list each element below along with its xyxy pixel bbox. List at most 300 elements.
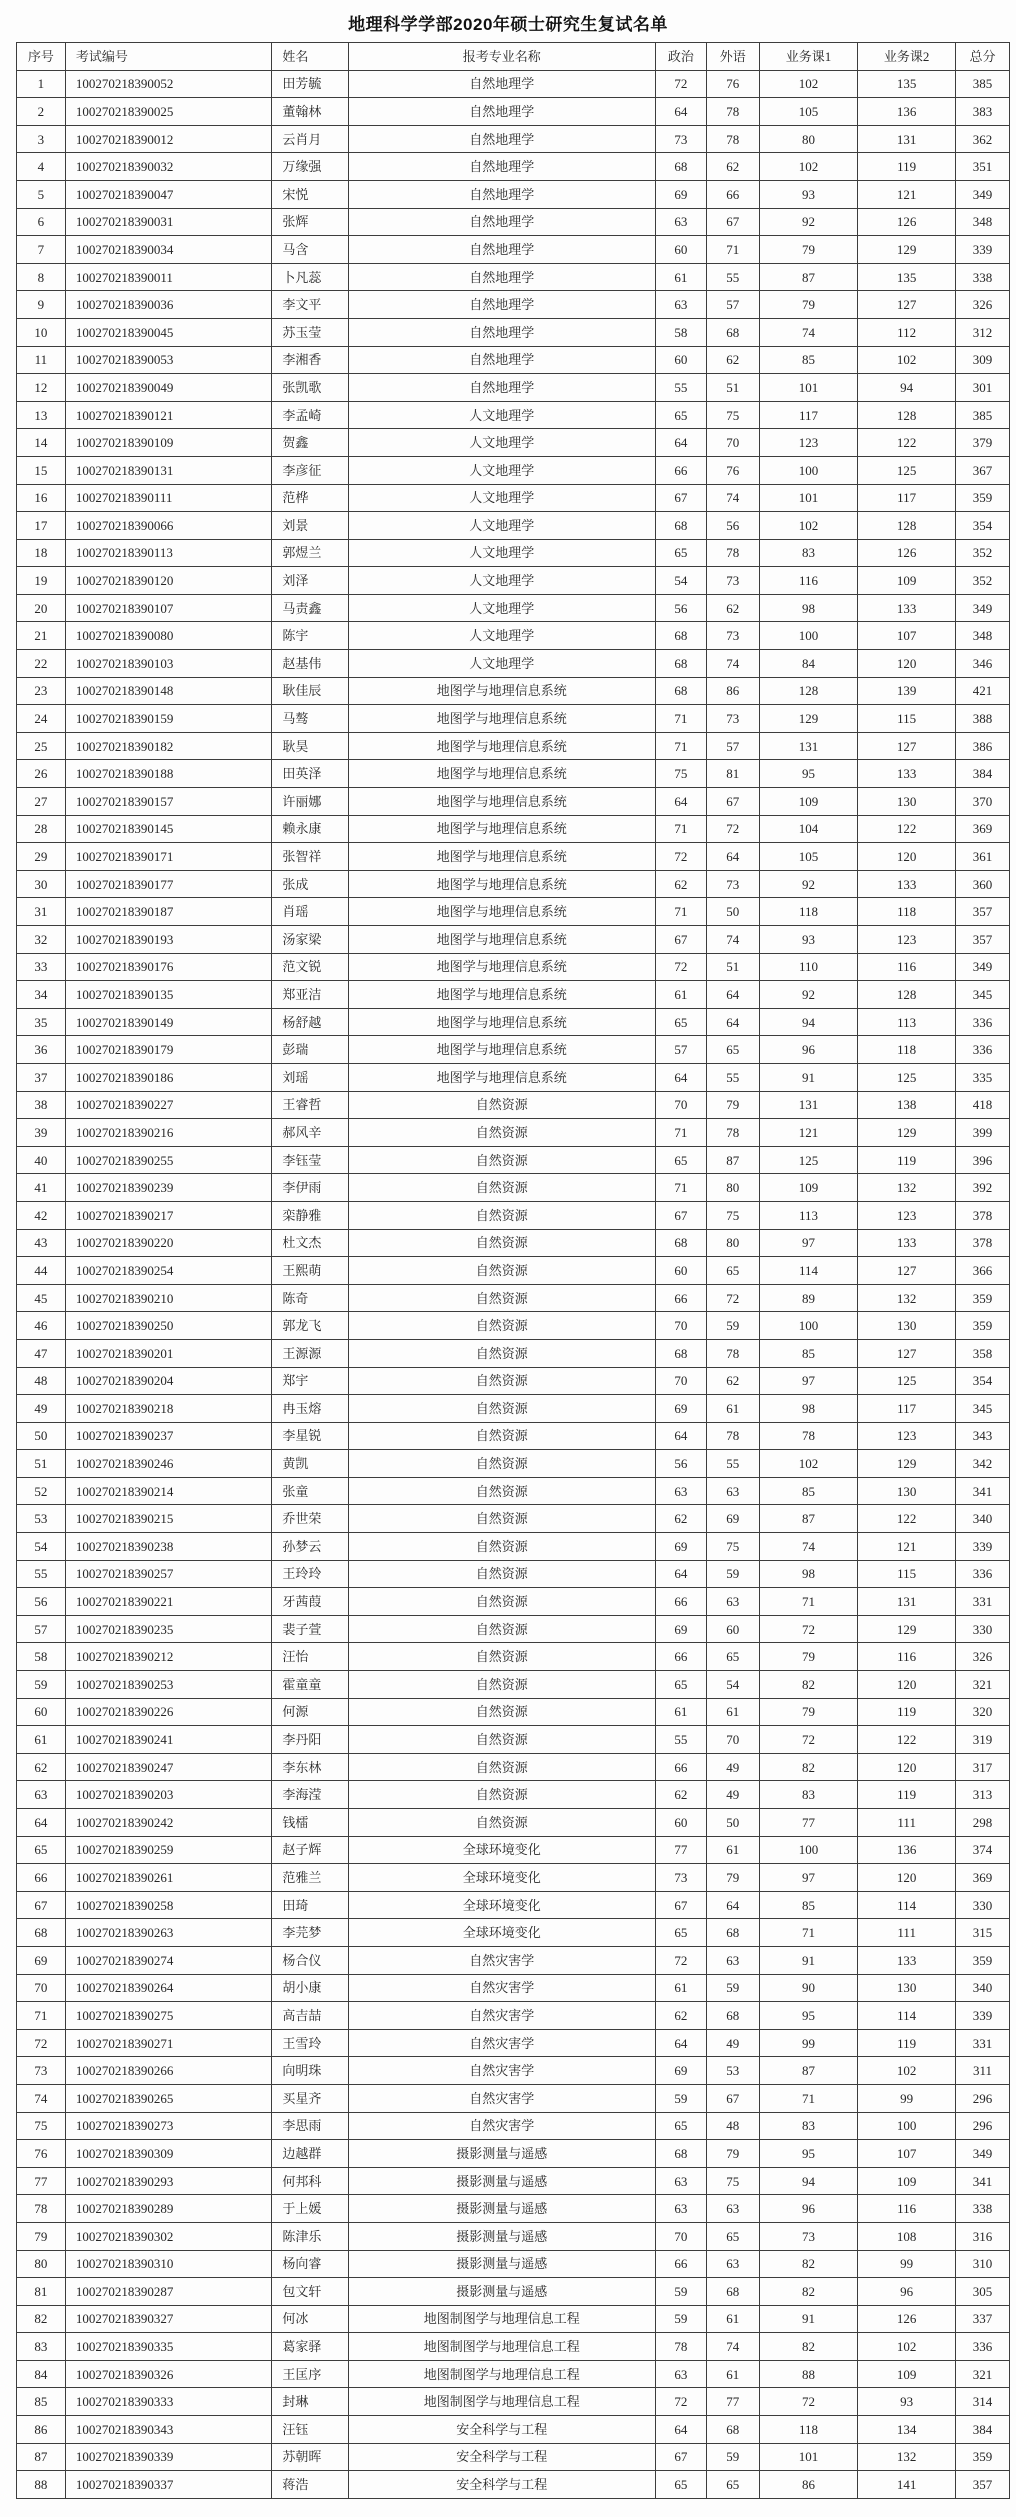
cell-course1-score: 85	[759, 346, 858, 374]
cell-politics-score: 61	[655, 1974, 706, 2002]
cell-seq: 12	[17, 374, 66, 402]
cell-total-score: 362	[956, 125, 1010, 153]
cell-exam-number: 100270218390215	[65, 1505, 272, 1533]
cell-course1-score: 96	[759, 1036, 858, 1064]
cell-major: 自然资源	[348, 1367, 655, 1395]
cell-politics-score: 68	[655, 622, 706, 650]
cell-name: 买星齐	[272, 2084, 348, 2112]
cell-course1-score: 79	[759, 236, 858, 264]
cell-name: 蒋浩	[272, 2471, 348, 2499]
cell-course2-score: 130	[858, 1477, 956, 1505]
cell-foreign-language-score: 75	[706, 1201, 759, 1229]
cell-name: 黄凯	[272, 1450, 348, 1478]
cell-seq: 30	[17, 870, 66, 898]
cell-politics-score: 68	[655, 677, 706, 705]
cell-course1-score: 82	[759, 2333, 858, 2361]
cell-politics-score: 67	[655, 926, 706, 954]
cell-foreign-language-score: 61	[706, 2305, 759, 2333]
cell-major: 摄影测量与遥感	[348, 2222, 655, 2250]
cell-course1-score: 117	[759, 401, 858, 429]
table-row	[17, 1063, 1010, 1091]
table-row	[17, 1974, 1010, 2002]
cell-exam-number: 100270218390120	[65, 567, 272, 595]
cell-exam-number: 100270218390250	[65, 1312, 272, 1340]
cell-foreign-language-score: 64	[706, 1891, 759, 1919]
cell-total-score: 352	[956, 539, 1010, 567]
table-row	[17, 594, 1010, 622]
cell-total-score: 331	[956, 2029, 1010, 2057]
cell-politics-score: 68	[655, 2140, 706, 2168]
cell-major: 人文地理学	[348, 401, 655, 429]
cell-total-score: 386	[956, 732, 1010, 760]
cell-course2-score: 123	[858, 926, 956, 954]
cell-major: 自然资源	[348, 1560, 655, 1588]
cell-course2-score: 111	[858, 1919, 956, 1947]
table-row	[17, 318, 1010, 346]
cell-seq: 88	[17, 2471, 66, 2499]
cell-name: 杨舒越	[272, 1008, 348, 1036]
cell-major: 自然灾害学	[348, 2029, 655, 2057]
cell-seq: 24	[17, 705, 66, 733]
cell-major: 自然资源	[348, 1698, 655, 1726]
table-row	[17, 1339, 1010, 1367]
cell-name: 李孟崎	[272, 401, 348, 429]
cell-seq: 6	[17, 208, 66, 236]
cell-course2-score: 108	[858, 2222, 956, 2250]
table-row	[17, 2360, 1010, 2388]
cell-total-score: 351	[956, 153, 1010, 181]
cell-name: 汪怡	[272, 1643, 348, 1671]
cell-seq: 72	[17, 2029, 66, 2057]
cell-exam-number: 100270218390264	[65, 1974, 272, 2002]
cell-course1-score: 72	[759, 1615, 858, 1643]
cell-course2-score: 119	[858, 153, 956, 181]
cell-major: 人文地理学	[348, 429, 655, 457]
cell-seq: 56	[17, 1588, 66, 1616]
cell-seq: 10	[17, 318, 66, 346]
cell-major: 人文地理学	[348, 650, 655, 678]
cell-major: 全球环境变化	[348, 1836, 655, 1864]
cell-foreign-language-score: 79	[706, 1091, 759, 1119]
cell-politics-score: 62	[655, 870, 706, 898]
cell-seq: 39	[17, 1119, 66, 1147]
cell-name: 张辉	[272, 208, 348, 236]
cell-course1-score: 91	[759, 1063, 858, 1091]
cell-politics-score: 62	[655, 1505, 706, 1533]
cell-course2-score: 126	[858, 539, 956, 567]
cell-seq: 9	[17, 291, 66, 319]
cell-course2-score: 125	[858, 1367, 956, 1395]
cell-foreign-language-score: 64	[706, 981, 759, 1009]
cell-major: 全球环境变化	[348, 1919, 655, 1947]
table-row	[17, 1533, 1010, 1561]
cell-total-score: 354	[956, 512, 1010, 540]
cell-course1-score: 100	[759, 1312, 858, 1340]
cell-exam-number: 100270218390216	[65, 1119, 272, 1147]
cell-total-score: 354	[956, 1367, 1010, 1395]
cell-exam-number: 100270218390246	[65, 1450, 272, 1478]
cell-politics-score: 56	[655, 1450, 706, 1478]
cell-foreign-language-score: 59	[706, 1560, 759, 1588]
cell-seq: 32	[17, 926, 66, 954]
cell-total-score: 379	[956, 429, 1010, 457]
cell-total-score: 314	[956, 2388, 1010, 2416]
cell-foreign-language-score: 76	[706, 70, 759, 98]
cell-politics-score: 66	[655, 1588, 706, 1616]
cell-seq: 7	[17, 236, 66, 264]
cell-name: 王睿哲	[272, 1091, 348, 1119]
cell-politics-score: 67	[655, 1201, 706, 1229]
cell-course1-score: 131	[759, 732, 858, 760]
cell-seq: 50	[17, 1422, 66, 1450]
table-row	[17, 1146, 1010, 1174]
cell-course1-score: 93	[759, 926, 858, 954]
cell-seq: 8	[17, 263, 66, 291]
cell-course1-score: 95	[759, 760, 858, 788]
cell-name: 贺鑫	[272, 429, 348, 457]
cell-exam-number: 100270218390326	[65, 2360, 272, 2388]
column-header-course2-score: 业务课2	[858, 43, 956, 71]
cell-politics-score: 62	[655, 1781, 706, 1809]
cell-politics-score: 65	[655, 1146, 706, 1174]
cell-foreign-language-score: 86	[706, 677, 759, 705]
cell-major: 自然地理学	[348, 208, 655, 236]
table-row	[17, 732, 1010, 760]
table-row	[17, 1698, 1010, 1726]
cell-politics-score: 65	[655, 2471, 706, 2499]
cell-name: 杨合仪	[272, 1946, 348, 1974]
cell-course2-score: 114	[858, 1891, 956, 1919]
cell-exam-number: 100270218390036	[65, 291, 272, 319]
cell-course2-score: 99	[858, 2084, 956, 2112]
cell-seq: 2	[17, 98, 66, 126]
cell-politics-score: 73	[655, 1864, 706, 1892]
cell-total-score: 298	[956, 1809, 1010, 1837]
cell-seq: 28	[17, 815, 66, 843]
table-row	[17, 1201, 1010, 1229]
cell-course1-score: 99	[759, 2029, 858, 2057]
cell-seq: 59	[17, 1671, 66, 1699]
cell-exam-number: 100270218390052	[65, 70, 272, 98]
table-row	[17, 870, 1010, 898]
cell-politics-score: 61	[655, 981, 706, 1009]
cell-course2-score: 129	[858, 236, 956, 264]
table-row	[17, 429, 1010, 457]
cell-seq: 55	[17, 1560, 66, 1588]
cell-foreign-language-score: 79	[706, 1864, 759, 1892]
table-row	[17, 1367, 1010, 1395]
cell-foreign-language-score: 74	[706, 484, 759, 512]
cell-course1-score: 79	[759, 1643, 858, 1671]
table-row	[17, 2029, 1010, 2057]
cell-course2-score: 119	[858, 2029, 956, 2057]
cell-exam-number: 100270218390257	[65, 1560, 272, 1588]
cell-course1-score: 100	[759, 1836, 858, 1864]
table-row	[17, 2140, 1010, 2168]
cell-seq: 48	[17, 1367, 66, 1395]
cell-name: 苏朝晖	[272, 2443, 348, 2471]
cell-politics-score: 68	[655, 512, 706, 540]
cell-major: 自然资源	[348, 1753, 655, 1781]
cell-major: 地图学与地理信息系统	[348, 1036, 655, 1064]
cell-name: 李伊雨	[272, 1174, 348, 1202]
table-row	[17, 1229, 1010, 1257]
cell-total-score: 349	[956, 180, 1010, 208]
cell-exam-number: 100270218390310	[65, 2250, 272, 2278]
table-row	[17, 374, 1010, 402]
cell-name: 陈奇	[272, 1284, 348, 1312]
cell-major: 自然灾害学	[348, 1974, 655, 2002]
cell-major: 摄影测量与遥感	[348, 2278, 655, 2306]
cell-seq: 46	[17, 1312, 66, 1340]
cell-politics-score: 60	[655, 1809, 706, 1837]
table-row	[17, 2278, 1010, 2306]
cell-major: 全球环境变化	[348, 1891, 655, 1919]
cell-politics-score: 66	[655, 1284, 706, 1312]
cell-foreign-language-score: 78	[706, 1422, 759, 1450]
cell-seq: 71	[17, 2002, 66, 2030]
cell-major: 自然灾害学	[348, 2057, 655, 2085]
cell-foreign-language-score: 78	[706, 539, 759, 567]
cell-politics-score: 65	[655, 1671, 706, 1699]
cell-seq: 13	[17, 401, 66, 429]
cell-foreign-language-score: 51	[706, 953, 759, 981]
cell-course1-score: 79	[759, 291, 858, 319]
cell-course1-score: 123	[759, 429, 858, 457]
cell-exam-number: 100270218390032	[65, 153, 272, 181]
table-body	[17, 70, 1010, 2498]
cell-politics-score: 64	[655, 98, 706, 126]
cell-foreign-language-score: 75	[706, 401, 759, 429]
cell-course1-score: 85	[759, 1891, 858, 1919]
cell-course1-score: 94	[759, 2167, 858, 2195]
cell-course1-score: 86	[759, 2471, 858, 2499]
cell-course2-score: 134	[858, 2416, 956, 2444]
cell-total-score: 360	[956, 870, 1010, 898]
cell-course1-score: 74	[759, 318, 858, 346]
cell-name: 许丽娜	[272, 788, 348, 816]
cell-course2-score: 122	[858, 1726, 956, 1754]
cell-politics-score: 64	[655, 2416, 706, 2444]
cell-total-score: 317	[956, 1753, 1010, 1781]
cell-course2-score: 125	[858, 456, 956, 484]
cell-foreign-language-score: 80	[706, 1229, 759, 1257]
cell-seq: 60	[17, 1698, 66, 1726]
cell-course2-score: 133	[858, 760, 956, 788]
cell-name: 董翰林	[272, 98, 348, 126]
cell-seq: 1	[17, 70, 66, 98]
cell-total-score: 369	[956, 1864, 1010, 1892]
cell-course2-score: 135	[858, 263, 956, 291]
cell-seq: 79	[17, 2222, 66, 2250]
cell-name: 田英泽	[272, 760, 348, 788]
cell-foreign-language-score: 63	[706, 2195, 759, 2223]
cell-total-score: 359	[956, 484, 1010, 512]
cell-name: 田芳毓	[272, 70, 348, 98]
cell-course2-score: 119	[858, 1698, 956, 1726]
cell-seq: 25	[17, 732, 66, 760]
cell-foreign-language-score: 61	[706, 1698, 759, 1726]
table-row	[17, 677, 1010, 705]
cell-total-score: 337	[956, 2305, 1010, 2333]
cell-course2-score: 123	[858, 1201, 956, 1229]
table-row	[17, 1395, 1010, 1423]
cell-course1-score: 82	[759, 2250, 858, 2278]
cell-major: 地图学与地理信息系统	[348, 705, 655, 733]
cell-major: 自然资源	[348, 1091, 655, 1119]
cell-course2-score: 122	[858, 1505, 956, 1533]
cell-total-score: 320	[956, 1698, 1010, 1726]
cell-foreign-language-score: 57	[706, 291, 759, 319]
cell-foreign-language-score: 73	[706, 870, 759, 898]
cell-major: 自然灾害学	[348, 2084, 655, 2112]
cell-politics-score: 70	[655, 1091, 706, 1119]
cell-course2-score: 127	[858, 1339, 956, 1367]
cell-foreign-language-score: 73	[706, 705, 759, 733]
table-row	[17, 1036, 1010, 1064]
cell-exam-number: 100270218390011	[65, 263, 272, 291]
cell-course2-score: 120	[858, 843, 956, 871]
cell-major: 摄影测量与遥感	[348, 2167, 655, 2195]
cell-major: 地图学与地理信息系统	[348, 760, 655, 788]
cell-total-score: 418	[956, 1091, 1010, 1119]
cell-major: 地图学与地理信息系统	[348, 898, 655, 926]
cell-foreign-language-score: 74	[706, 2333, 759, 2361]
cell-course2-score: 93	[858, 2388, 956, 2416]
cell-foreign-language-score: 65	[706, 1643, 759, 1671]
cell-total-score: 369	[956, 815, 1010, 843]
cell-name: 杜文杰	[272, 1229, 348, 1257]
cell-seq: 34	[17, 981, 66, 1009]
cell-major: 自然资源	[348, 1119, 655, 1147]
cell-name: 牙茜葭	[272, 1588, 348, 1616]
table-row	[17, 346, 1010, 374]
cell-course1-score: 101	[759, 2443, 858, 2471]
cell-course1-score: 71	[759, 1919, 858, 1947]
cell-politics-score: 73	[655, 125, 706, 153]
cell-total-score: 336	[956, 1560, 1010, 1588]
table-row	[17, 1891, 1010, 1919]
cell-seq: 43	[17, 1229, 66, 1257]
table-row	[17, 2002, 1010, 2030]
cell-foreign-language-score: 61	[706, 1395, 759, 1423]
cell-politics-score: 64	[655, 2029, 706, 2057]
cell-course1-score: 113	[759, 1201, 858, 1229]
cell-politics-score: 64	[655, 788, 706, 816]
cell-exam-number: 100270218390339	[65, 2443, 272, 2471]
cell-course1-score: 85	[759, 1339, 858, 1367]
cell-name: 冉玉熔	[272, 1395, 348, 1423]
cell-exam-number: 100270218390203	[65, 1781, 272, 1809]
cell-seq: 49	[17, 1395, 66, 1423]
cell-name: 马骜	[272, 705, 348, 733]
cell-foreign-language-score: 62	[706, 1367, 759, 1395]
cell-exam-number: 100270218390226	[65, 1698, 272, 1726]
table-row	[17, 1008, 1010, 1036]
cell-politics-score: 72	[655, 70, 706, 98]
column-header-exam-number: 考试编号	[65, 43, 272, 71]
table-row	[17, 512, 1010, 540]
cell-name: 王玲玲	[272, 1560, 348, 1588]
cell-course2-score: 109	[858, 567, 956, 595]
cell-total-score: 378	[956, 1201, 1010, 1229]
cell-name: 范桦	[272, 484, 348, 512]
cell-exam-number: 100270218390259	[65, 1836, 272, 1864]
cell-politics-score: 60	[655, 1257, 706, 1285]
cell-course2-score: 121	[858, 180, 956, 208]
cell-total-score: 348	[956, 208, 1010, 236]
cell-total-score: 367	[956, 456, 1010, 484]
cell-course1-score: 95	[759, 2140, 858, 2168]
cell-seq: 41	[17, 1174, 66, 1202]
cell-foreign-language-score: 68	[706, 1919, 759, 1947]
table-row	[17, 180, 1010, 208]
cell-seq: 51	[17, 1450, 66, 1478]
cell-seq: 73	[17, 2057, 66, 2085]
cell-course1-score: 83	[759, 2112, 858, 2140]
cell-politics-score: 63	[655, 2360, 706, 2388]
cell-exam-number: 100270218390271	[65, 2029, 272, 2057]
cell-seq: 33	[17, 953, 66, 981]
cell-course1-score: 87	[759, 1505, 858, 1533]
cell-major: 地图学与地理信息系统	[348, 788, 655, 816]
cell-course1-score: 100	[759, 456, 858, 484]
cell-major: 地图制图学与地理信息工程	[348, 2388, 655, 2416]
cell-name: 葛家驿	[272, 2333, 348, 2361]
cell-major: 自然地理学	[348, 125, 655, 153]
cell-major: 自然资源	[348, 1174, 655, 1202]
cell-course2-score: 130	[858, 788, 956, 816]
cell-total-score: 335	[956, 1063, 1010, 1091]
cell-foreign-language-score: 67	[706, 788, 759, 816]
table-row	[17, 1781, 1010, 1809]
cell-name: 郑宇	[272, 1367, 348, 1395]
cell-seq: 14	[17, 429, 66, 457]
cell-total-score: 305	[956, 2278, 1010, 2306]
cell-major: 自然资源	[348, 1312, 655, 1340]
cell-name: 彭瑞	[272, 1036, 348, 1064]
cell-seq: 68	[17, 1919, 66, 1947]
cell-course2-score: 126	[858, 2305, 956, 2333]
table-row	[17, 1312, 1010, 1340]
cell-total-score: 321	[956, 2360, 1010, 2388]
cell-major: 摄影测量与遥感	[348, 2250, 655, 2278]
cell-exam-number: 100270218390237	[65, 1422, 272, 1450]
table-row	[17, 926, 1010, 954]
cell-course2-score: 115	[858, 705, 956, 733]
cell-major: 人文地理学	[348, 484, 655, 512]
table-row	[17, 2167, 1010, 2195]
cell-foreign-language-score: 61	[706, 2360, 759, 2388]
cell-course1-score: 116	[759, 567, 858, 595]
table-row	[17, 1560, 1010, 1588]
cell-politics-score: 57	[655, 1036, 706, 1064]
cell-name: 霍童童	[272, 1671, 348, 1699]
cell-total-score: 301	[956, 374, 1010, 402]
cell-major: 自然地理学	[348, 318, 655, 346]
cell-foreign-language-score: 81	[706, 760, 759, 788]
cell-course1-score: 110	[759, 953, 858, 981]
cell-name: 张智祥	[272, 843, 348, 871]
cell-name: 孙梦云	[272, 1533, 348, 1561]
cell-course2-score: 131	[858, 1588, 956, 1616]
cell-exam-number: 100270218390193	[65, 926, 272, 954]
table-row	[17, 843, 1010, 871]
cell-major: 自然资源	[348, 1726, 655, 1754]
cell-seq: 53	[17, 1505, 66, 1533]
cell-course2-score: 120	[858, 1671, 956, 1699]
cell-major: 地图制图学与地理信息工程	[348, 2305, 655, 2333]
